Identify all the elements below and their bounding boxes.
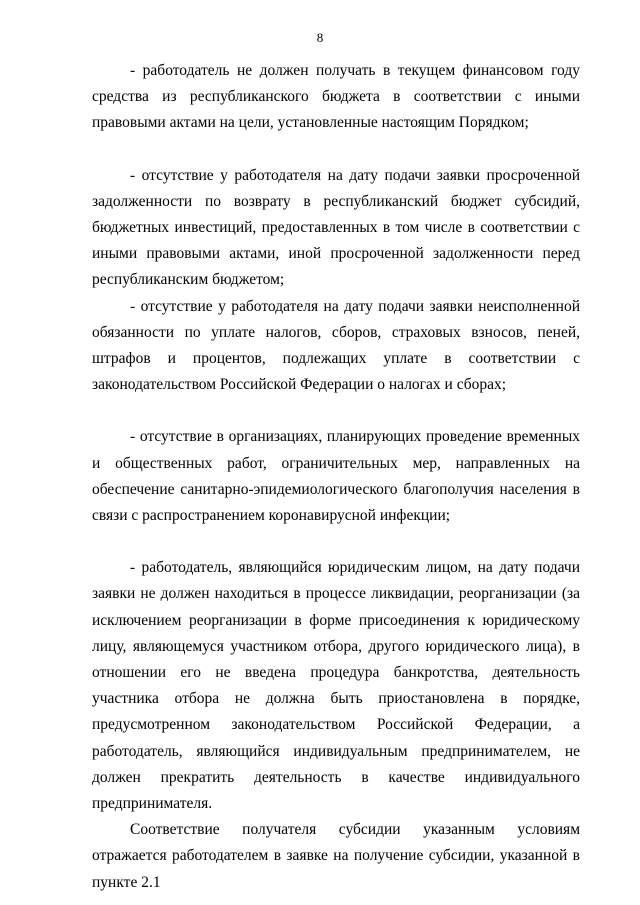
paragraph-no-overdue-debt: - отсутствие у работодателя на дату подачи заявки просроченной задолженности по возврату в республиканский бюджет субсидий, бюджетных инвестиций, предоставленных в том числе в соответствии с иными правовыми актами, иной просроченной задолженности перед республиканским бюджетом; (92, 166, 580, 289)
paragraph-no-current-funding: - работодатель не должен получать в текущем финансовом году средства из республиканского бюджета в соответствии с иными правовыми актами на цели, установленные настоящим Порядком; (92, 62, 580, 132)
paragraph-compliance-statement: Соответствие получателя субсидии указанным условиям отражается работодателем в заявке на получение субсидии, указанной в пункте 2.1 (92, 821, 580, 891)
paragraph-no-tax-arrears: - отсутствие у работодателя на дату подачи заявки неисполненной обязанности по уплате налогов, сборов, страховых взносов, пеней, штрафов и процентов, подлежащих уплате в соответствии с законодательством Российской Федерации о налогах и сборах; (92, 297, 580, 394)
paragraph-gap (92, 529, 580, 555)
paragraph-no-liquidation: - работодатель, являющийся юридическим лицом, на дату подачи заявки не должен находиться в процессе ликвидации, реорганизации (за исключением реорганизации в форме присоединения к юридическому лицу, являющемуся участником отбора, другого юридического лица), в отношении его не введена процедура банкротства, деятельность участника отбора не должна быть приостановлена в порядке, предусмотренном законодательством Российской Федерации, а работодатель, являющийся индивидуальным предпринимателем, не должен прекратить деятельность в качестве индивидуального предпринимателя. (92, 559, 580, 813)
paragraph-gap (92, 398, 580, 424)
document-body (92, 58, 580, 896)
page-number: 8 (316, 30, 324, 45)
paragraph-gap (92, 137, 580, 163)
paragraph-no-restrictions: - отсутствие в организациях, планирующих проведение временных и общественных работ, ограничительных мер, направленных на обеспечение санитарно-эпидемиологического благополучия населения в связи с распространением коронавирусной инфекции; (92, 428, 580, 525)
